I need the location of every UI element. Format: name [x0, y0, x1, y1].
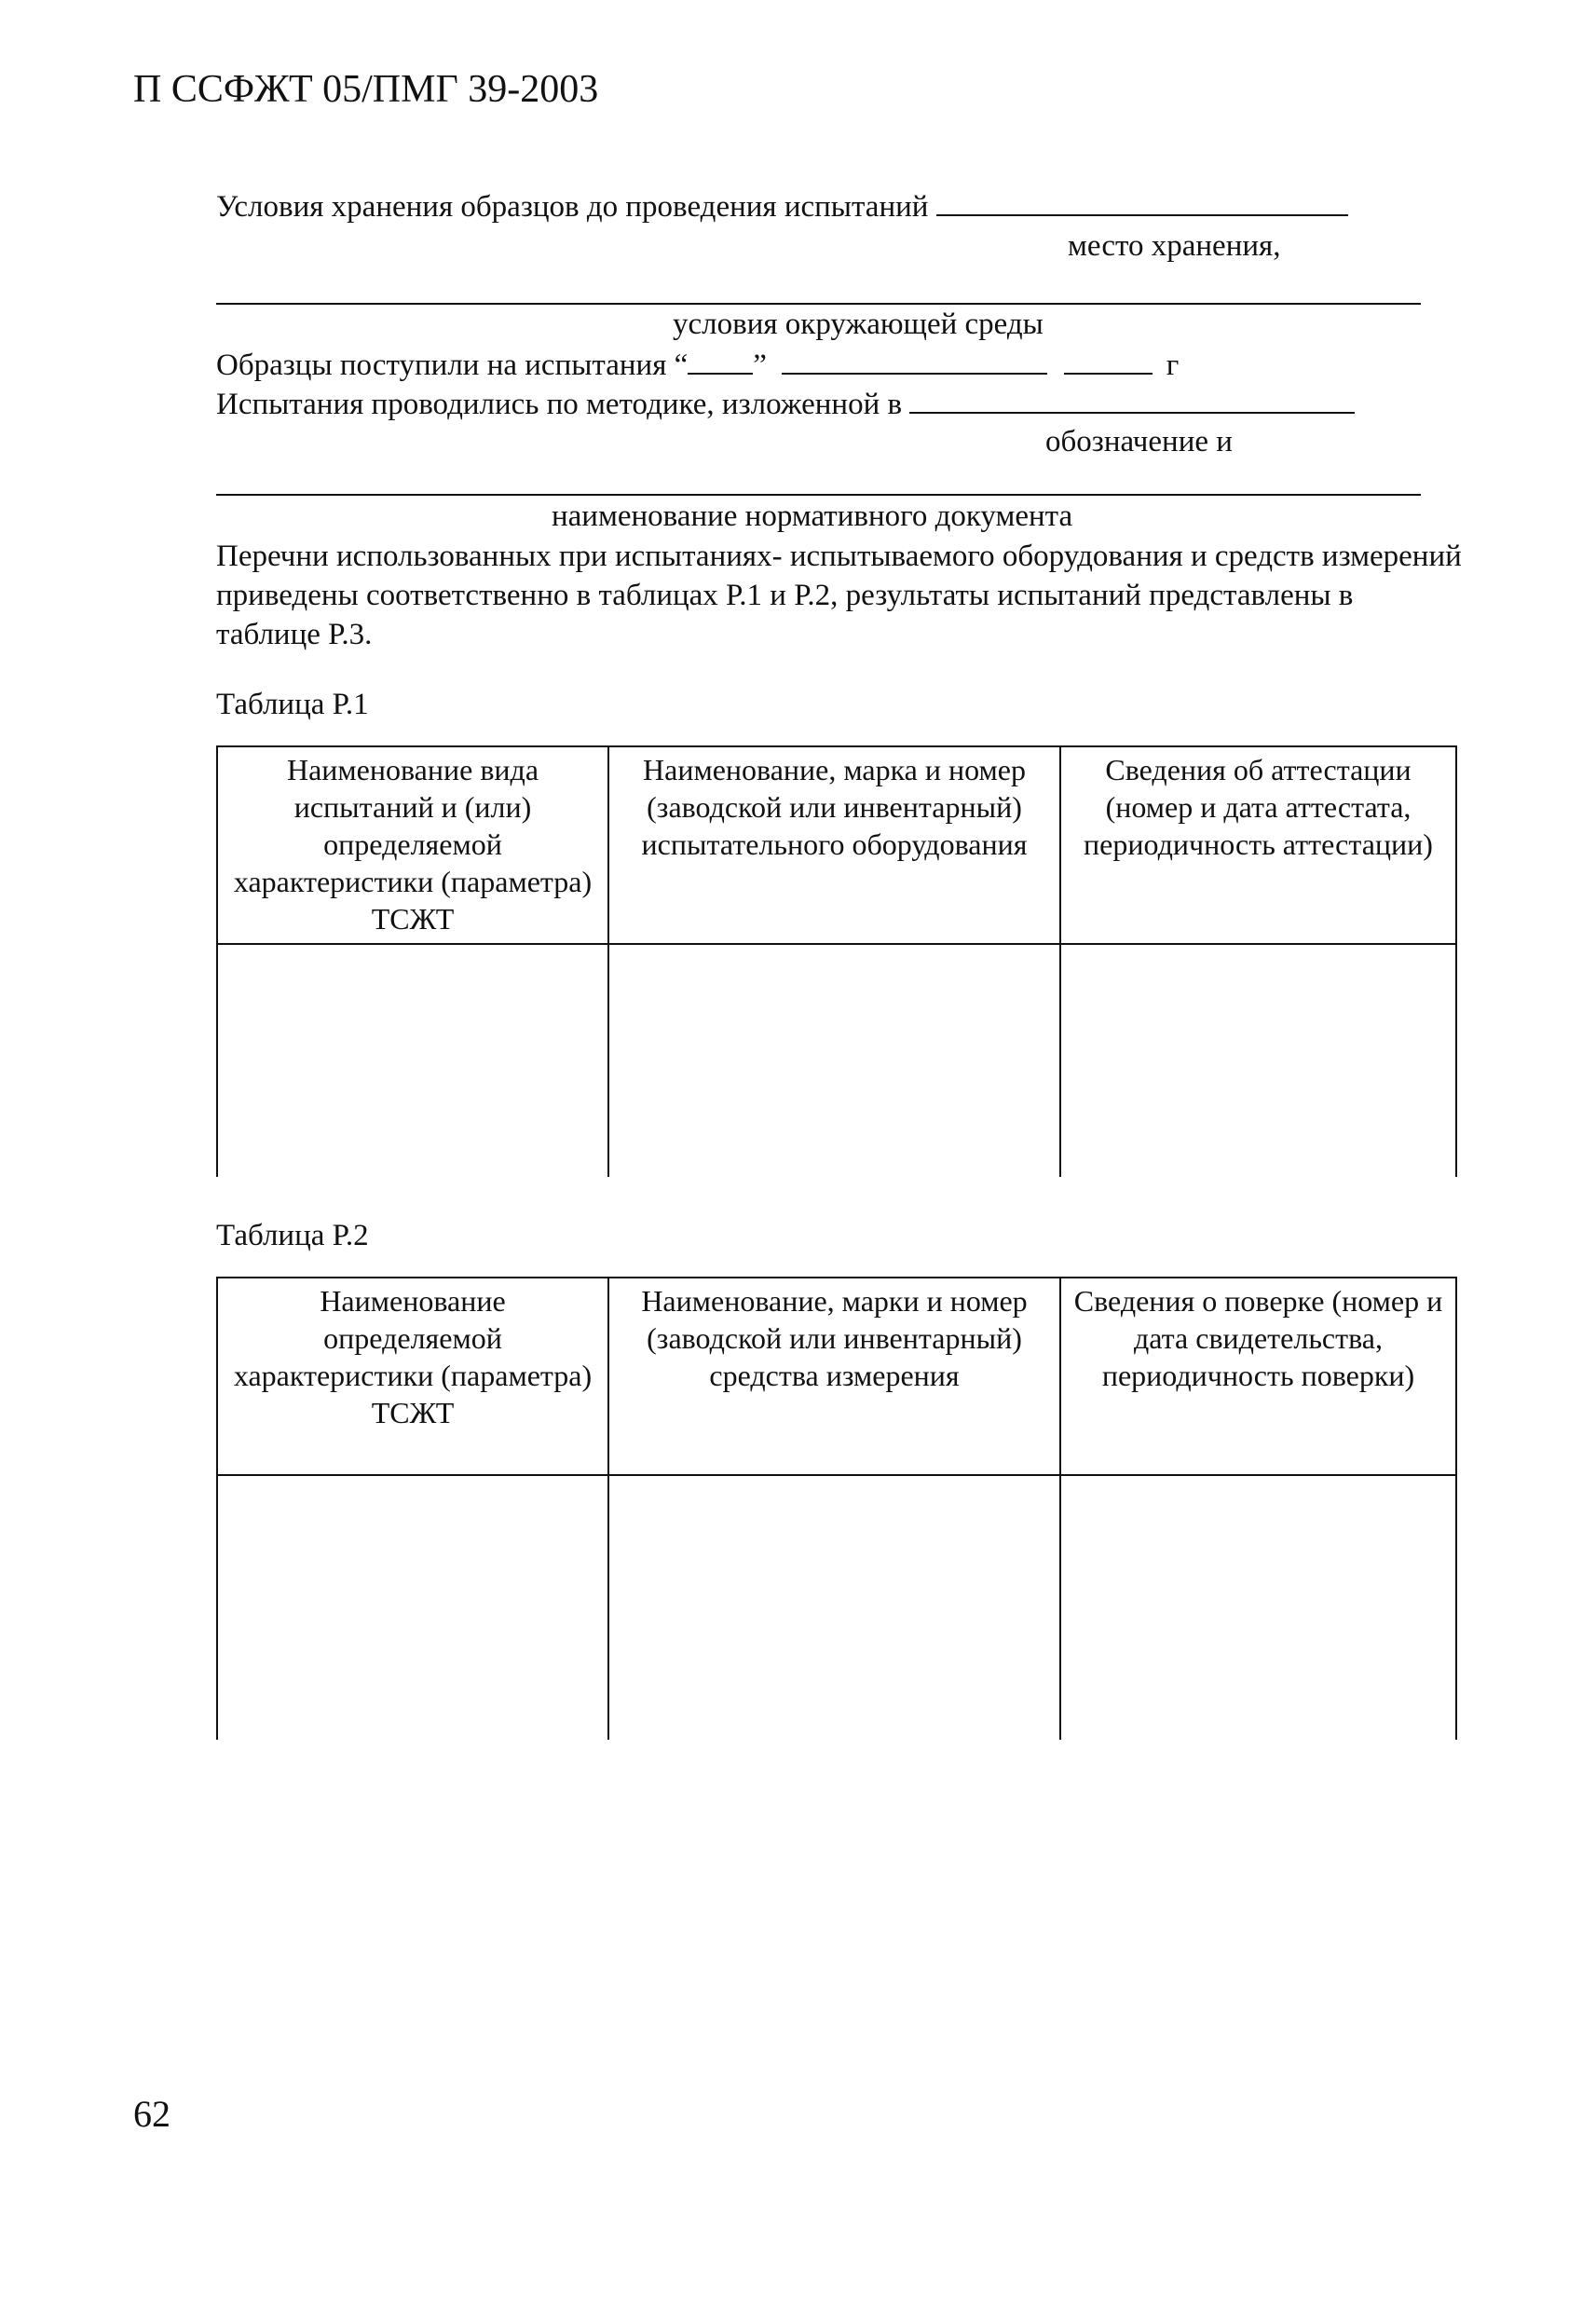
- storage-caption-environment: условия окружающей среды: [673, 308, 1044, 341]
- method-label: Испытания проводились по методике, изложенной в: [216, 388, 903, 421]
- document-code: П ССФЖТ 05/ПМГ 39-2003: [133, 68, 599, 111]
- method-document-name-field[interactable]: [216, 494, 1421, 496]
- table2-header-verification: Сведения о поверке (номер и дата свидетельства, периодичность поверки): [1060, 1278, 1456, 1475]
- method-caption-designation: обозначение и: [1045, 425, 1233, 458]
- storage-label: Условия хранения образцов до проведения испытаний: [216, 190, 929, 224]
- quote-open: “: [674, 349, 689, 382]
- storage-caption-place: место хранения,: [1068, 229, 1281, 263]
- table1-cell-equipment[interactable]: [608, 944, 1060, 1177]
- environment-field[interactable]: [216, 303, 1421, 305]
- table2-cell-characteristic[interactable]: [217, 1475, 608, 1740]
- table2-header-measuring-instrument: Наименование, марки и номер (заводской или инвентарный) средства измерения: [608, 1278, 1060, 1475]
- page-number: 62: [133, 2093, 171, 2135]
- table1-header-test-type: Наименование вида испытаний и (или) определяемой характеристики (параметра) ТСЖТ: [217, 746, 608, 944]
- lists-paragraph: Перечни использованных при испытаниях- испытываемого оборудования и средств измерений приведены соответственно в таблицах Р.1 и Р.2, результаты испытаний представлены в таблице Р.3.: [216, 540, 1462, 651]
- received-label: Образцы поступили на испытания: [216, 349, 667, 382]
- quote-close: ”: [753, 349, 767, 382]
- method-caption-document-name: наименование нормативного документа: [552, 499, 1073, 533]
- table2-header-characteristic: Наименование определяемой характеристики (параметра) ТСЖТ: [217, 1278, 608, 1475]
- received-day-field[interactable]: [688, 349, 753, 375]
- storage-conditions-line: [216, 188, 1348, 226]
- method-designation-field[interactable]: [909, 388, 1355, 414]
- table1-caption: Таблица Р.1: [216, 688, 369, 721]
- table2-caption: Таблица Р.2: [216, 1219, 369, 1252]
- year-suffix: г: [1166, 349, 1180, 382]
- table2: [216, 1277, 1457, 1740]
- table1-cell-test-type[interactable]: [217, 944, 608, 1177]
- table2-cell-verification[interactable]: [1060, 1475, 1456, 1740]
- table1-cell-certification[interactable]: [1060, 944, 1456, 1177]
- received-year-field[interactable]: [1064, 349, 1153, 375]
- table1-header-equipment: Наименование, марка и номер (заводской или инвентарный) испытательного оборудования: [608, 746, 1060, 944]
- table2-cell-measuring-instrument[interactable]: [608, 1475, 1060, 1740]
- received-month-field[interactable]: [782, 349, 1047, 375]
- received-date-line: [216, 347, 1179, 384]
- table1: [216, 745, 1457, 1177]
- table1-header-certification: Сведения об аттестации (номер и дата аттестата, периодичность аттестации): [1060, 746, 1456, 944]
- method-line: [216, 386, 1355, 423]
- storage-place-field[interactable]: [936, 190, 1348, 216]
